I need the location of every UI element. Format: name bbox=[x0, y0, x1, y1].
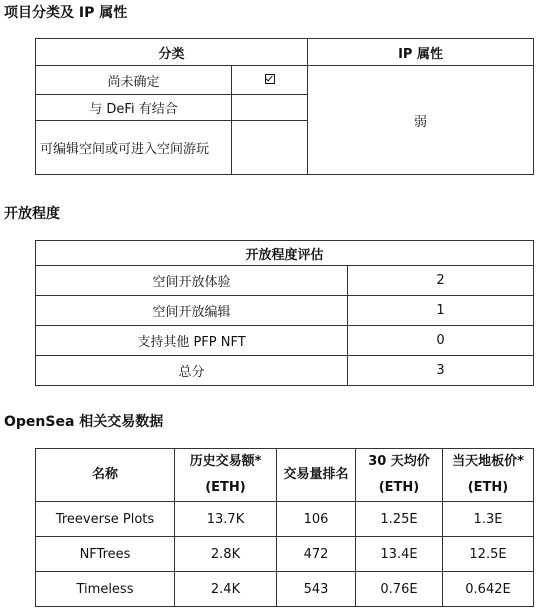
table-row bbox=[36, 502, 534, 537]
cell-rank: 106 bbox=[277, 502, 356, 537]
cell-volume: 13.7K bbox=[175, 502, 277, 537]
category-checkbox bbox=[232, 95, 308, 121]
category-label: 与 DeFi 有结合 bbox=[36, 95, 232, 121]
openness-value: 1 bbox=[348, 296, 534, 326]
category-ip-table bbox=[35, 38, 534, 175]
ip-value: 弱 bbox=[308, 66, 534, 175]
table-row bbox=[36, 356, 534, 386]
openness-value: 0 bbox=[348, 326, 534, 356]
col-floor-line1: 当天地板价* bbox=[452, 454, 524, 469]
openness-table bbox=[35, 240, 534, 386]
cell-rank: 543 bbox=[277, 572, 356, 607]
category-label: 尚未确定 bbox=[36, 66, 232, 95]
col-floor bbox=[443, 449, 534, 502]
cell-name: Treeverse Plots bbox=[36, 502, 175, 537]
category-label: 可编辑空间或可进入空间游玩 bbox=[36, 121, 232, 175]
section-heading-category: 项目分类及 IP 属性 bbox=[4, 5, 128, 21]
col-rank: 交易量排名 bbox=[277, 449, 356, 502]
cell-name: NFTrees bbox=[36, 537, 175, 572]
section-heading-opensea: OpenSea 相关交易数据 bbox=[4, 414, 164, 430]
col-avg bbox=[356, 449, 443, 502]
cell-avg: 0.76E bbox=[356, 572, 443, 607]
section-heading-openness: 开放程度 bbox=[4, 206, 60, 222]
category-checkbox bbox=[232, 121, 308, 175]
table-row bbox=[36, 326, 534, 356]
col-name: 名称 bbox=[36, 449, 175, 502]
table-row bbox=[36, 537, 534, 572]
cell-volume: 2.4K bbox=[175, 572, 277, 607]
cell-volume: 2.8K bbox=[175, 537, 277, 572]
openness-label: 总分 bbox=[36, 356, 348, 386]
cell-floor: 12.5E bbox=[443, 537, 534, 572]
cell-avg: 1.25E bbox=[356, 502, 443, 537]
openness-label: 支持其他 PFP NFT bbox=[36, 326, 348, 356]
header-ip: IP 属性 bbox=[308, 39, 534, 66]
col-floor-line2: (ETH) bbox=[467, 480, 509, 495]
col-avg-line2: (ETH) bbox=[378, 480, 420, 495]
openness-value: 2 bbox=[348, 266, 534, 296]
cell-name: Timeless bbox=[36, 572, 175, 607]
cell-avg: 13.4E bbox=[356, 537, 443, 572]
col-avg-line1: 30 天均价 bbox=[368, 454, 430, 469]
col-volume bbox=[175, 449, 277, 502]
openness-title: 开放程度评估 bbox=[36, 241, 534, 266]
table-row bbox=[36, 266, 534, 296]
opensea-table bbox=[35, 448, 534, 607]
cell-rank: 472 bbox=[277, 537, 356, 572]
col-volume-line1: 历史交易额* bbox=[189, 454, 262, 469]
category-checkbox bbox=[232, 66, 308, 95]
table-row bbox=[36, 296, 534, 326]
header-category: 分类 bbox=[36, 39, 308, 66]
checkbox-checked-icon bbox=[265, 74, 275, 84]
openness-label: 空间开放编辑 bbox=[36, 296, 348, 326]
cell-floor: 0.642E bbox=[443, 572, 534, 607]
table-row bbox=[36, 572, 534, 607]
cell-floor: 1.3E bbox=[443, 502, 534, 537]
col-volume-line2: (ETH) bbox=[205, 480, 246, 495]
openness-value: 3 bbox=[348, 356, 534, 386]
openness-label: 空间开放体验 bbox=[36, 266, 348, 296]
